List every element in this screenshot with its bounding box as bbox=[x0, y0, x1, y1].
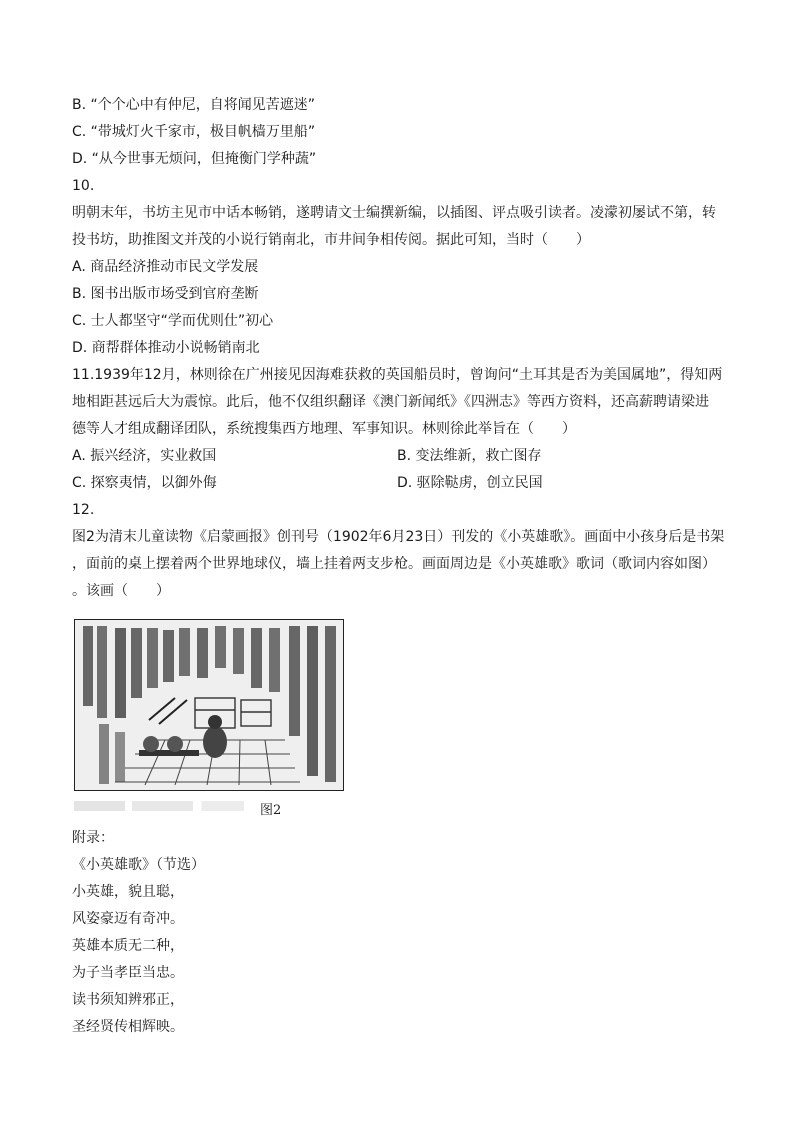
appendix-line: 读书须知辨邪正， bbox=[72, 992, 184, 1008]
q10-option-a: A. 商品经济推动市民文学发展 bbox=[72, 259, 259, 275]
q11-options-row-2 bbox=[72, 470, 722, 497]
q11-stem-line-3: 德等人才组成翻译团队，系统搜集西方地理、军事知识。林则徐此举旨在（ ） bbox=[72, 421, 576, 437]
q9-options bbox=[72, 92, 722, 173]
q10-number: 10. bbox=[72, 178, 95, 194]
faded-caption-text bbox=[74, 801, 244, 811]
exam-page bbox=[72, 92, 725, 1041]
appendix-label: 附录： bbox=[72, 830, 114, 846]
illustration-drawing bbox=[75, 620, 343, 790]
question-12 bbox=[72, 497, 725, 823]
q10-option-d: D. 商帮群体推动小说畅销南北 bbox=[72, 340, 260, 356]
q10-stem-line-2: 投书坊，助推图文并茂的小说行销南北，市井间争相传阅。据此可知，当时（ ） bbox=[72, 232, 590, 248]
q10-stem-line-1: 明朝末年，书坊主见市中话本畅销，遂聘请文士编撰新编，以插图、评点吸引读者。凌濛初屡试不第，转 bbox=[72, 205, 716, 221]
q11-option-d: D. 驱除鞑虏，创立民国 bbox=[397, 475, 543, 491]
q9-option-c: C. “带城灯火千家市，极目帆樯万里船” bbox=[72, 124, 316, 140]
q10-option-c: C. 士人都坚守“学而优则仕”初心 bbox=[72, 313, 274, 329]
appendix-line: 圣经贤传相辉映。 bbox=[72, 1019, 184, 1035]
q11-option-b: B. 变法维新，救亡图存 bbox=[397, 448, 542, 464]
appendix-line: 风姿豪迈有奇冲。 bbox=[72, 911, 184, 927]
appendix-line: 小英雄，貌且聪， bbox=[72, 884, 184, 900]
q11-stem-line-2: 地相距甚远后大为震惊。此后，他不仅组织翻译《澳门新闻纸》《四洲志》等西方资料，还高薪聘请梁进 bbox=[72, 394, 709, 410]
appendix bbox=[72, 825, 722, 1041]
q12-stem-line-1: 图2为清末儿童读物《启蒙画报》创刊号（1902年6月23日）刊发的《小英雄歌》。画面中小孩身后是书架 bbox=[72, 529, 725, 545]
question-10 bbox=[72, 173, 722, 362]
q9-option-d: D. “从今世事无烦问，但掩衡门学种蔬” bbox=[72, 151, 317, 167]
q11-options-row-1 bbox=[72, 443, 722, 470]
q11-option-a: A. 振兴经济，实业救国 bbox=[72, 448, 217, 464]
appendix-title: 《小英雄歌》（节选） bbox=[72, 857, 205, 873]
q9-option-b: B. “个个心中有仲尼，自将闻见苦遮迷” bbox=[72, 97, 316, 113]
figure-caption: 图2 bbox=[260, 803, 282, 818]
appendix-line: 英雄本质无二种， bbox=[72, 938, 184, 954]
q10-option-b: B. 图书出版市场受到官府垄断 bbox=[72, 286, 259, 302]
appendix-line: 为子当孝臣当忠。 bbox=[72, 965, 184, 981]
question-11 bbox=[72, 362, 722, 497]
qimeng-huabao-illustration bbox=[74, 619, 344, 791]
q11-stem-line-1: 11.1939年12月，林则徐在广州接见因海难获救的英国船员时，曾询问“土耳其是否为美国属地”，得知两 bbox=[72, 367, 723, 383]
q12-stem-line-3: 。该画（ ） bbox=[72, 583, 170, 599]
q11-option-c: C. 探察夷情，以御外侮 bbox=[72, 475, 217, 491]
q12-number: 12. bbox=[72, 502, 95, 518]
q12-stem-line-2: ，面前的桌上摆着两个世界地球仪，墙上挂着两支步枪。画面周边是《小英雄歌》歌词（歌词内容如图） bbox=[72, 556, 716, 572]
figure-2 bbox=[72, 613, 722, 823]
